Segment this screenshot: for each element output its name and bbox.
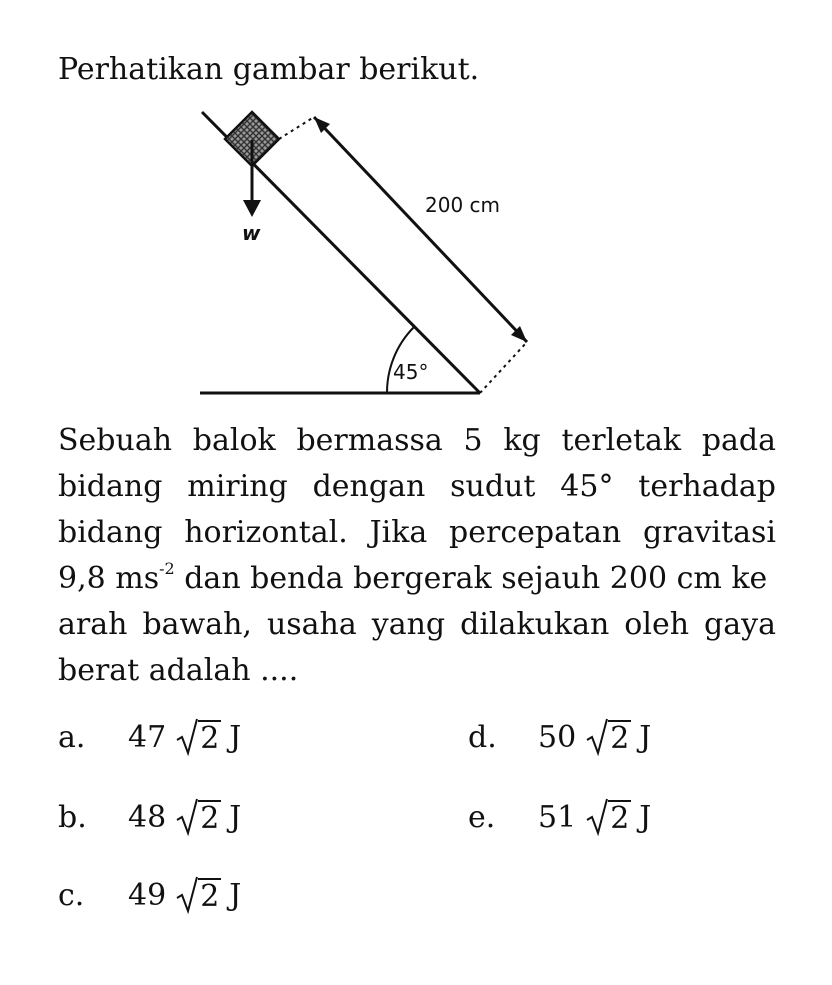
word: bawah, xyxy=(142,607,252,642)
sqrt-symbol xyxy=(586,798,631,836)
question-line-5 xyxy=(58,602,776,648)
sqrt-symbol xyxy=(176,718,221,756)
word: balok xyxy=(192,423,276,458)
question-line-1 xyxy=(58,418,776,464)
word: miring xyxy=(187,469,288,504)
option-b[interactable] xyxy=(58,792,241,842)
option-unit: J xyxy=(229,877,242,913)
sqrt-symbol xyxy=(176,798,221,836)
distance-label: 200 cm xyxy=(425,193,501,217)
word: bermassa xyxy=(296,423,443,458)
option-a[interactable] xyxy=(58,712,241,762)
option-unit: J xyxy=(639,719,652,755)
exponent: -2 xyxy=(159,559,175,578)
word: Jika xyxy=(369,515,428,550)
word: Sebuah xyxy=(58,423,173,458)
option-letter: e. xyxy=(468,799,496,835)
word: sudut xyxy=(450,469,536,504)
question-line-6: berat adalah .... xyxy=(58,653,299,688)
option-unit: J xyxy=(229,799,242,835)
word: percepatan xyxy=(449,515,622,550)
radicand: 2 xyxy=(200,801,220,836)
option-unit: J xyxy=(639,799,652,835)
radical-sign-icon xyxy=(176,718,198,756)
radical-sign-icon xyxy=(586,798,608,836)
option-letter: c. xyxy=(58,877,85,913)
inclined-plane-figure xyxy=(190,100,570,410)
option-letter: a. xyxy=(58,719,86,755)
radicand: 2 xyxy=(610,721,630,756)
question-line-3 xyxy=(58,510,776,556)
distance-arrow xyxy=(314,117,527,342)
radical-sign-icon xyxy=(586,718,608,756)
radicand: 2 xyxy=(200,879,220,914)
question-line-4 xyxy=(58,556,776,602)
word: gaya xyxy=(704,607,776,642)
word: oleh xyxy=(624,607,690,642)
option-coefficient: 49 xyxy=(128,877,167,913)
radical-sign-icon xyxy=(176,798,198,836)
word: pada xyxy=(701,423,776,458)
angle-label: 45° xyxy=(393,360,429,384)
dotted-extension-bottom xyxy=(480,342,527,393)
word: horizontal. xyxy=(184,515,348,550)
word: usaha xyxy=(266,607,357,642)
option-coefficient: 48 xyxy=(128,799,167,835)
option-letter: d. xyxy=(468,719,497,755)
word: 5 xyxy=(463,423,483,458)
word: dengan xyxy=(312,469,426,504)
sqrt-symbol xyxy=(176,876,221,914)
word: terletak xyxy=(561,423,682,458)
radicand: 2 xyxy=(610,801,630,836)
question-line-4-text: 9,8 $ms^{-2}$ dan benda bergerak sejauh 200 cm ke xyxy=(58,559,768,596)
word: terhadap xyxy=(638,469,776,504)
dotted-extension-top xyxy=(279,117,314,139)
option-letter: b. xyxy=(58,799,87,835)
weight-arrowhead xyxy=(243,200,261,217)
option-coefficient: 47 xyxy=(128,719,167,755)
radical-sign-icon xyxy=(176,876,198,914)
option-e[interactable] xyxy=(468,792,651,842)
option-coefficient: 50 xyxy=(538,719,577,755)
word: yang xyxy=(371,607,446,642)
word: 45° xyxy=(560,469,614,504)
option-c[interactable] xyxy=(58,870,241,920)
word: arah xyxy=(58,607,128,642)
option-d[interactable] xyxy=(468,712,651,762)
option-coefficient: 51 xyxy=(538,799,577,835)
sqrt-symbol xyxy=(586,718,631,756)
option-unit: J xyxy=(229,719,242,755)
word: kg xyxy=(503,423,541,458)
question-text xyxy=(58,418,776,694)
word: bidang xyxy=(58,515,163,550)
weight-label: w xyxy=(242,221,261,245)
intro-text: Perhatikan gambar berikut. xyxy=(58,52,480,87)
word: gravitasi xyxy=(643,515,776,550)
question-line-2 xyxy=(58,464,776,510)
radicand: 2 xyxy=(200,721,220,756)
word: dilakukan xyxy=(460,607,610,642)
word: bidang xyxy=(58,469,163,504)
